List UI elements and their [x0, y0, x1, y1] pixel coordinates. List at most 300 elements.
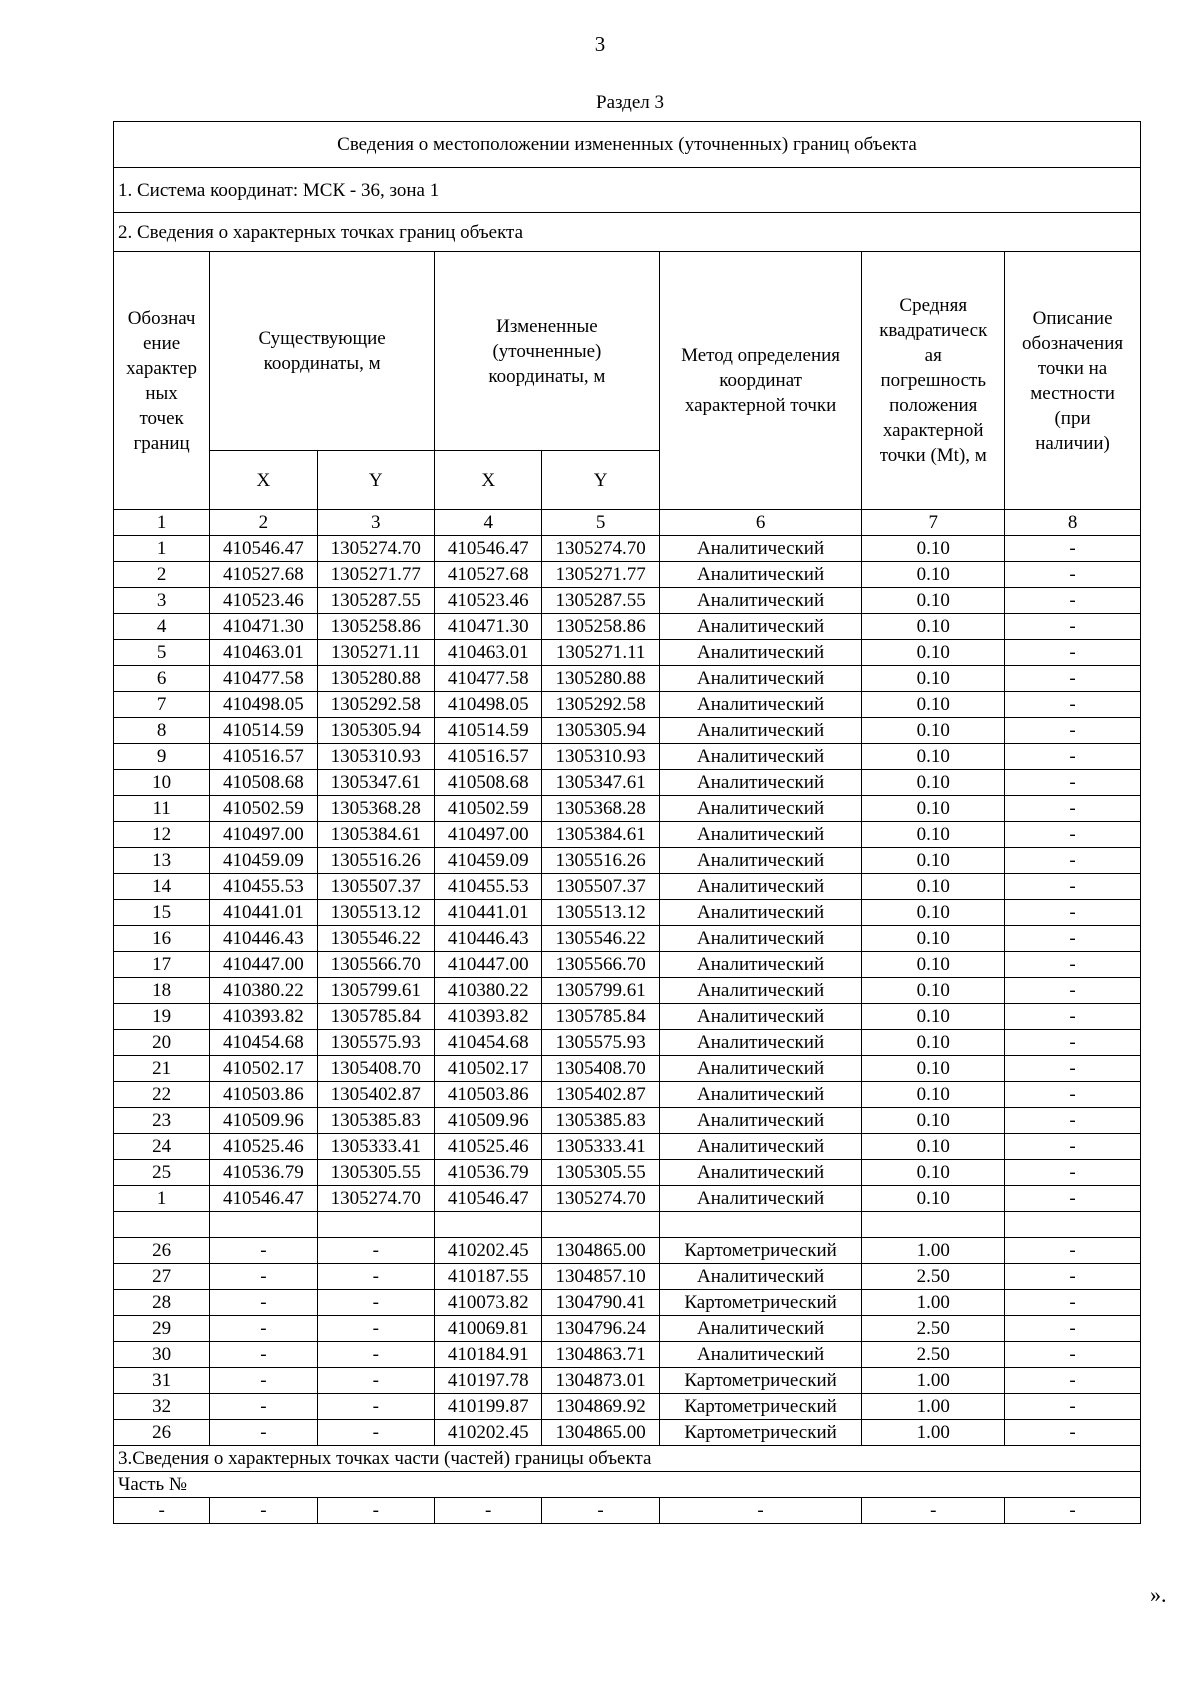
cell-description: - [1005, 1316, 1141, 1342]
cell-changed-x: 410523.46 [435, 588, 542, 614]
cell-point-id: 19 [114, 1004, 210, 1030]
cell-changed-x: 410509.96 [435, 1108, 542, 1134]
cell-changed-y: 1305310.93 [542, 744, 659, 770]
cell-changed-y: 1305513.12 [542, 900, 659, 926]
cell-existing-x: 410546.47 [210, 1186, 317, 1212]
cell-method: Аналитический [659, 874, 862, 900]
cell-existing-y: 1305507.37 [317, 874, 434, 900]
cell-existing-x: - [210, 1238, 317, 1264]
closing-mark: ». [1150, 1582, 1167, 1607]
cell-description: - [1005, 822, 1141, 848]
cell-error: 0.10 [862, 536, 1005, 562]
table-row [114, 1030, 1141, 1056]
cell-existing-x: 410536.79 [210, 1160, 317, 1186]
cell-existing-x: 410393.82 [210, 1004, 317, 1030]
cell-point-id: 30 [114, 1342, 210, 1368]
cell-point-id: 22 [114, 1082, 210, 1108]
cell-description: - [1005, 1160, 1141, 1186]
table-row [114, 1238, 1141, 1264]
cell-method: Аналитический [659, 718, 862, 744]
cell-existing-x: - [210, 1420, 317, 1446]
table-row [114, 1160, 1141, 1186]
cell-changed-x: 410380.22 [435, 978, 542, 1004]
cell-changed-y: 1305566.70 [542, 952, 659, 978]
cell-method: Аналитический [659, 666, 862, 692]
parts-cell: - [542, 1498, 659, 1524]
separator-row [114, 1212, 1141, 1238]
part-number-label: Часть № [114, 1472, 1141, 1498]
cell-description: - [1005, 1420, 1141, 1446]
cell-existing-x: - [210, 1342, 317, 1368]
cell-point-id: 18 [114, 978, 210, 1004]
cell-point-id: 21 [114, 1056, 210, 1082]
cell-description: - [1005, 1004, 1141, 1030]
header-changed-y: Y [542, 451, 659, 510]
cell-point-id: 1 [114, 536, 210, 562]
cell-description: - [1005, 614, 1141, 640]
parts-cell: - [435, 1498, 542, 1524]
cell-changed-y: 1305402.87 [542, 1082, 659, 1108]
cell-existing-y: - [317, 1394, 434, 1420]
cell-method: Аналитический [659, 588, 862, 614]
cell-existing-x: 410446.43 [210, 926, 317, 952]
header-error: Средняя квадратическ ая погрешность положения характерной точки (Mt), м [862, 252, 1005, 510]
table-row [114, 562, 1141, 588]
cell-error: 1.00 [862, 1368, 1005, 1394]
page-number: 3 [594, 32, 606, 56]
cell-changed-x: 410069.81 [435, 1316, 542, 1342]
cell-method: Аналитический [659, 952, 862, 978]
cell-changed-y: 1305287.55 [542, 588, 659, 614]
cell-point-id: 23 [114, 1108, 210, 1134]
cell-description: - [1005, 796, 1141, 822]
cell-method: Аналитический [659, 1082, 862, 1108]
cell-changed-x: 410502.59 [435, 796, 542, 822]
table-row [114, 588, 1141, 614]
cell-method: Аналитический [659, 926, 862, 952]
cell-method: Аналитический [659, 1264, 862, 1290]
cell-changed-y: 1305575.93 [542, 1030, 659, 1056]
column-number-8: 8 [1005, 510, 1141, 536]
cell-description: - [1005, 1264, 1141, 1290]
cell-existing-x: - [210, 1264, 317, 1290]
cell-changed-x: 410199.87 [435, 1394, 542, 1420]
cell-existing-y: 1305546.22 [317, 926, 434, 952]
header-method: Метод определения координат характерной точки [659, 252, 862, 510]
column-number-7: 7 [862, 510, 1005, 536]
cell-changed-x: 410454.68 [435, 1030, 542, 1056]
cell-existing-y: - [317, 1342, 434, 1368]
cell-changed-y: 1305258.86 [542, 614, 659, 640]
cell-method: Картометрический [659, 1394, 862, 1420]
cell-existing-x: 410516.57 [210, 744, 317, 770]
header-changed-coordinates: Измененные (уточненные) координаты, м [435, 252, 660, 451]
table-row [114, 822, 1141, 848]
table-row [114, 1264, 1141, 1290]
cell-method: Аналитический [659, 900, 862, 926]
cell-point-id: 1 [114, 1186, 210, 1212]
cell-method: Аналитический [659, 692, 862, 718]
cell-changed-y: 1305385.83 [542, 1108, 659, 1134]
cell-point-id: 16 [114, 926, 210, 952]
cell-changed-y: 1304865.00 [542, 1238, 659, 1264]
table-row [114, 1368, 1141, 1394]
cell-existing-x: 410525.46 [210, 1134, 317, 1160]
cell-changed-x: 410536.79 [435, 1160, 542, 1186]
table-row [114, 796, 1141, 822]
cell-existing-y: 1305274.70 [317, 536, 434, 562]
cell-description: - [1005, 1290, 1141, 1316]
cell-changed-y: 1305546.22 [542, 926, 659, 952]
cell-method: Аналитический [659, 614, 862, 640]
cell-error: 0.10 [862, 1030, 1005, 1056]
cell-description: - [1005, 718, 1141, 744]
column-number-3: 3 [317, 510, 434, 536]
cell-description: - [1005, 562, 1141, 588]
cell-point-id: 28 [114, 1290, 210, 1316]
cell-error: 0.10 [862, 822, 1005, 848]
cell-changed-x: 410471.30 [435, 614, 542, 640]
cell-changed-x: 410514.59 [435, 718, 542, 744]
cell-changed-y: 1305333.41 [542, 1134, 659, 1160]
cell-point-id: 29 [114, 1316, 210, 1342]
table-row [114, 1134, 1141, 1160]
cell-method: Аналитический [659, 1134, 862, 1160]
cell-error: 0.10 [862, 848, 1005, 874]
table-row [114, 1420, 1141, 1446]
cell-existing-y: 1305274.70 [317, 1186, 434, 1212]
cell-existing-y: 1305385.83 [317, 1108, 434, 1134]
cell-point-id: 17 [114, 952, 210, 978]
cell-changed-y: 1304869.92 [542, 1394, 659, 1420]
cell-changed-y: 1304796.24 [542, 1316, 659, 1342]
column-number-4: 4 [435, 510, 542, 536]
cell-changed-y: 1305799.61 [542, 978, 659, 1004]
cell-changed-x: 410498.05 [435, 692, 542, 718]
cell-existing-x: 410503.86 [210, 1082, 317, 1108]
cell-error: 0.10 [862, 666, 1005, 692]
table-row [114, 848, 1141, 874]
cell-existing-x: 410497.00 [210, 822, 317, 848]
cell-point-id: 7 [114, 692, 210, 718]
parts-cell: - [862, 1498, 1005, 1524]
table-row [114, 1108, 1141, 1134]
cell-changed-y: 1305305.94 [542, 718, 659, 744]
cell-method: Картометрический [659, 1420, 862, 1446]
cell-changed-y: 1305280.88 [542, 666, 659, 692]
parts-cell: - [114, 1498, 210, 1524]
cell-existing-y: 1305292.58 [317, 692, 434, 718]
cell-changed-y: 1305408.70 [542, 1056, 659, 1082]
cell-error: 0.10 [862, 1056, 1005, 1082]
cell-existing-x: 410471.30 [210, 614, 317, 640]
cell-error: 0.10 [862, 1004, 1005, 1030]
cell-point-id: 12 [114, 822, 210, 848]
cell-method: Аналитический [659, 1342, 862, 1368]
cell-existing-y: 1305287.55 [317, 588, 434, 614]
header-point-designation: Обознач ение характер ных точек границ [114, 252, 210, 510]
cell-point-id: 26 [114, 1420, 210, 1446]
cell-changed-x: 410184.91 [435, 1342, 542, 1368]
cell-error: 2.50 [862, 1316, 1005, 1342]
table-row [114, 874, 1141, 900]
cell-point-id: 4 [114, 614, 210, 640]
cell-description: - [1005, 1134, 1141, 1160]
table-title: Сведения о местоположении измененных (уточненных) границ объекта [114, 122, 1141, 168]
cell-existing-x: 410527.68 [210, 562, 317, 588]
cell-existing-x: 410463.01 [210, 640, 317, 666]
cell-error: 0.10 [862, 926, 1005, 952]
cell-description: - [1005, 1030, 1141, 1056]
table-row [114, 900, 1141, 926]
cell-changed-x: 410073.82 [435, 1290, 542, 1316]
cell-existing-x: 410455.53 [210, 874, 317, 900]
parts-row [114, 1498, 1141, 1524]
cell-existing-y: 1305347.61 [317, 770, 434, 796]
cell-changed-x: 410187.55 [435, 1264, 542, 1290]
cell-error: 1.00 [862, 1238, 1005, 1264]
column-number-1: 1 [114, 510, 210, 536]
cell-error: 0.10 [862, 770, 1005, 796]
cell-method: Картометрический [659, 1290, 862, 1316]
column-number-6: 6 [659, 510, 862, 536]
cell-existing-y: 1305271.11 [317, 640, 434, 666]
cell-changed-x: 410441.01 [435, 900, 542, 926]
parts-cell: - [317, 1498, 434, 1524]
cell-changed-x: 410546.47 [435, 1186, 542, 1212]
cell-changed-x: 410447.00 [435, 952, 542, 978]
cell-point-id: 15 [114, 900, 210, 926]
cell-changed-y: 1305274.70 [542, 536, 659, 562]
cell-changed-y: 1305347.61 [542, 770, 659, 796]
cell-error: 0.10 [862, 692, 1005, 718]
cell-description: - [1005, 1368, 1141, 1394]
cell-error: 0.10 [862, 588, 1005, 614]
cell-changed-y: 1305785.84 [542, 1004, 659, 1030]
cell-description: - [1005, 848, 1141, 874]
cell-existing-y: - [317, 1238, 434, 1264]
cell-method: Аналитический [659, 536, 862, 562]
cell-description: - [1005, 536, 1141, 562]
cell-existing-x: 410380.22 [210, 978, 317, 1004]
cell-point-id: 9 [114, 744, 210, 770]
cell-changed-x: 410202.45 [435, 1238, 542, 1264]
cell-point-id: 6 [114, 666, 210, 692]
cell-method: Аналитический [659, 978, 862, 1004]
cell-changed-x: 410546.47 [435, 536, 542, 562]
cell-changed-x: 410455.53 [435, 874, 542, 900]
cell-existing-x: 410447.00 [210, 952, 317, 978]
cell-description: - [1005, 1108, 1141, 1134]
cell-description: - [1005, 692, 1141, 718]
table-row [114, 1394, 1141, 1420]
cell-existing-y: - [317, 1264, 434, 1290]
cell-description: - [1005, 1186, 1141, 1212]
cell-changed-y: 1304865.00 [542, 1420, 659, 1446]
cell-method: Аналитический [659, 562, 862, 588]
cell-error: 0.10 [862, 1134, 1005, 1160]
cell-point-id: 13 [114, 848, 210, 874]
table-row [114, 1186, 1141, 1212]
cell-method: Аналитический [659, 796, 862, 822]
cell-changed-y: 1305368.28 [542, 796, 659, 822]
cell-existing-y: 1305785.84 [317, 1004, 434, 1030]
cell-point-id: 3 [114, 588, 210, 614]
cell-existing-y: 1305408.70 [317, 1056, 434, 1082]
table-row [114, 770, 1141, 796]
cell-existing-y: 1305513.12 [317, 900, 434, 926]
cell-description: - [1005, 640, 1141, 666]
parts-heading: 3.Сведения о характерных точках части (частей) границы объекта [114, 1446, 1141, 1472]
cell-point-id: 8 [114, 718, 210, 744]
cell-changed-y: 1305274.70 [542, 1186, 659, 1212]
table-row [114, 536, 1141, 562]
table-row [114, 744, 1141, 770]
header-existing-y: Y [317, 451, 434, 510]
cell-description: - [1005, 952, 1141, 978]
cell-existing-y: 1305333.41 [317, 1134, 434, 1160]
cell-changed-y: 1305516.26 [542, 848, 659, 874]
coordinate-system: 1. Система координат: МСК - 36, зона 1 [114, 168, 1141, 213]
cell-existing-x: 410509.96 [210, 1108, 317, 1134]
cell-changed-x: 410503.86 [435, 1082, 542, 1108]
cell-description: - [1005, 770, 1141, 796]
cell-existing-y: 1305384.61 [317, 822, 434, 848]
table-row [114, 666, 1141, 692]
table-row [114, 614, 1141, 640]
cell-existing-x: - [210, 1316, 317, 1342]
cell-error: 0.10 [862, 718, 1005, 744]
parts-cell: - [1005, 1498, 1141, 1524]
cell-description: - [1005, 874, 1141, 900]
cell-point-id: 10 [114, 770, 210, 796]
cell-description: - [1005, 1082, 1141, 1108]
cell-error: 0.10 [862, 952, 1005, 978]
cell-changed-y: 1305271.77 [542, 562, 659, 588]
cell-existing-x: 410498.05 [210, 692, 317, 718]
cell-method: Аналитический [659, 1056, 862, 1082]
table-row [114, 718, 1141, 744]
cell-point-id: 2 [114, 562, 210, 588]
cell-description: - [1005, 744, 1141, 770]
table-row [114, 1004, 1141, 1030]
header-existing-x: X [210, 451, 317, 510]
cell-changed-x: 410516.57 [435, 744, 542, 770]
cell-existing-x: 410514.59 [210, 718, 317, 744]
cell-existing-x: - [210, 1290, 317, 1316]
cell-existing-y: 1305271.77 [317, 562, 434, 588]
cell-changed-y: 1304863.71 [542, 1342, 659, 1368]
table-row [114, 1290, 1141, 1316]
cell-existing-y: 1305310.93 [317, 744, 434, 770]
header-description: Описание обозначения точки на местности (при наличии) [1005, 252, 1141, 510]
table-row [114, 1316, 1141, 1342]
cell-method: Аналитический [659, 822, 862, 848]
cell-existing-y: 1305280.88 [317, 666, 434, 692]
cell-existing-x: 410546.47 [210, 536, 317, 562]
cell-method: Аналитический [659, 1030, 862, 1056]
column-number-5: 5 [542, 510, 659, 536]
cell-point-id: 24 [114, 1134, 210, 1160]
cell-changed-x: 410525.46 [435, 1134, 542, 1160]
cell-changed-x: 410502.17 [435, 1056, 542, 1082]
cell-existing-x: 410459.09 [210, 848, 317, 874]
cell-error: 0.10 [862, 614, 1005, 640]
cell-error: 0.10 [862, 1160, 1005, 1186]
header-changed-x: X [435, 451, 542, 510]
cell-point-id: 27 [114, 1264, 210, 1290]
cell-description: - [1005, 1056, 1141, 1082]
cell-changed-y: 1305507.37 [542, 874, 659, 900]
cell-existing-y: - [317, 1420, 434, 1446]
cell-error: 0.10 [862, 1186, 1005, 1212]
cell-existing-x: 410523.46 [210, 588, 317, 614]
cell-changed-x: 410497.00 [435, 822, 542, 848]
cell-point-id: 32 [114, 1394, 210, 1420]
cell-changed-x: 410477.58 [435, 666, 542, 692]
cell-error: 0.10 [862, 562, 1005, 588]
cell-description: - [1005, 666, 1141, 692]
table-row [114, 1342, 1141, 1368]
cell-error: 0.10 [862, 978, 1005, 1004]
cell-method: Аналитический [659, 1108, 862, 1134]
table-row [114, 926, 1141, 952]
cell-changed-x: 410459.09 [435, 848, 542, 874]
section-title: Раздел 3 [596, 92, 664, 113]
table-row [114, 978, 1141, 1004]
cell-changed-y: 1305292.58 [542, 692, 659, 718]
cell-existing-y: - [317, 1316, 434, 1342]
cell-error: 0.10 [862, 796, 1005, 822]
cell-error: 0.10 [862, 1108, 1005, 1134]
cell-existing-y: 1305799.61 [317, 978, 434, 1004]
cell-error: 1.00 [862, 1420, 1005, 1446]
column-numbers-row [114, 510, 1141, 536]
table-row [114, 952, 1141, 978]
cell-description: - [1005, 588, 1141, 614]
cell-existing-y: - [317, 1290, 434, 1316]
cell-changed-x: 410508.68 [435, 770, 542, 796]
parts-cell: - [659, 1498, 862, 1524]
cell-existing-x: - [210, 1368, 317, 1394]
cell-changed-x: 410202.45 [435, 1420, 542, 1446]
cell-point-id: 31 [114, 1368, 210, 1394]
cell-description: - [1005, 978, 1141, 1004]
boundary-points-table [113, 121, 1141, 1524]
cell-error: 0.10 [862, 874, 1005, 900]
cell-error: 2.50 [862, 1342, 1005, 1368]
header-existing-coordinates: Существующие координаты, м [210, 252, 435, 451]
table-row [114, 640, 1141, 666]
cell-description: - [1005, 900, 1141, 926]
cell-point-id: 26 [114, 1238, 210, 1264]
cell-existing-x: 410441.01 [210, 900, 317, 926]
cell-changed-x: 410463.01 [435, 640, 542, 666]
cell-point-id: 20 [114, 1030, 210, 1056]
cell-method: Аналитический [659, 744, 862, 770]
cell-error: 0.10 [862, 640, 1005, 666]
cell-changed-x: 410527.68 [435, 562, 542, 588]
cell-method: Аналитический [659, 1160, 862, 1186]
cell-method: Аналитический [659, 770, 862, 796]
cell-changed-x: 410393.82 [435, 1004, 542, 1030]
cell-changed-y: 1305271.11 [542, 640, 659, 666]
cell-existing-y: - [317, 1368, 434, 1394]
cell-changed-y: 1304857.10 [542, 1264, 659, 1290]
points-heading: 2. Сведения о характерных точках границ объекта [114, 213, 1141, 252]
cell-existing-y: 1305566.70 [317, 952, 434, 978]
cell-existing-x: 410502.17 [210, 1056, 317, 1082]
